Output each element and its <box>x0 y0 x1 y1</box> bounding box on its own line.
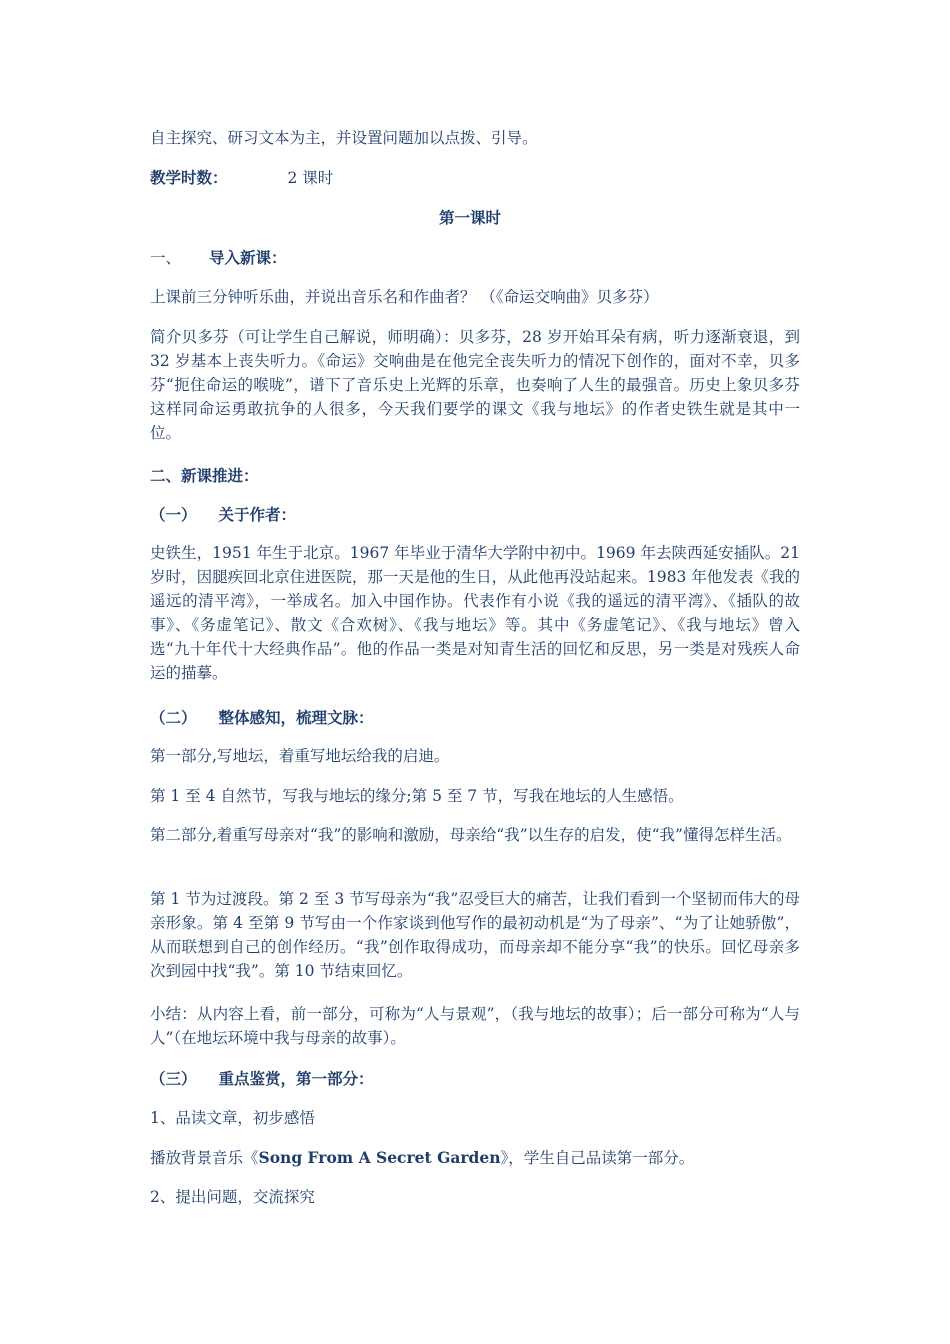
music-line-prefix: 播放背景音乐《 <box>150 1149 259 1167</box>
teaching-hours-line <box>150 166 800 190</box>
music-title: Song From A Secret Garden <box>258 1148 501 1167</box>
teaching-hours-label: 教学时数： <box>150 168 228 187</box>
section-1-heading <box>150 246 800 270</box>
subsection-2-number: （二） <box>150 708 197 727</box>
music-line-suffix: 》，学生自己品读第一部分。 <box>500 1149 695 1167</box>
section-1-title: 导入新课： <box>209 248 287 267</box>
subsection-3-heading <box>150 1067 800 1091</box>
subsection-1-heading <box>150 503 800 527</box>
section-2-heading: 二、新课推进： <box>150 466 259 485</box>
subsection-3-number: （三） <box>150 1069 197 1088</box>
subsection-1-title: 关于作者： <box>218 505 297 524</box>
part-1-line: 第一部分,写地坛，着重写地坛给我的启迪。 <box>150 747 450 765</box>
part-2-paragraph: 第二部分,着重写母亲对“我”的影响和激励，母亲给“我”以生存的启发，使“我”懂得怎样生活。 <box>150 826 792 844</box>
lesson-title: 第一课时 <box>438 208 501 227</box>
subsection-1-number: （一） <box>150 505 197 524</box>
step-1-line: 1、品读文章，初步感悟 <box>150 1109 315 1127</box>
background-music-line <box>150 1146 800 1170</box>
subsection-2-heading <box>150 706 800 730</box>
part-2-detail-paragraph: 第 1 节为过渡段。第 2 至 3 节写母亲为“我”忍受巨大的痛苦，让我们看到一个坚韧而伟大的母亲形象。第 4 至第 9 节写由一个作家谈到他写作的最初动机是“为了母亲”、“为了让她骄傲”，从而联想到自己的创作经历。“我”创作取得成功，而母亲却不能分享“我”的快乐。回忆母亲多次到园中找“我”。第 10 节结束回忆。 <box>150 890 800 980</box>
intro-question: 上课前三分钟听乐曲，并说出音乐名和作曲者？ （《命运交响曲》贝多芬） <box>150 288 659 306</box>
intro-beethoven-paragraph: 简介贝多芬（可让学生自己解说，师明确）：贝多芬，28 岁开始耳朵有病，听力逐渐衰退，到 32 岁基本上丧失听力。《命运》交响曲是在他完全丧失听力的情况下创作的，面对不幸，贝多芬“扼住命运的喉咙”，谱下了音乐史上光辉的乐章，也奏响了人生的最强音。历史上象贝多芬这样同命运勇敢抗争的人很多，今天我们要学的课文《我与地坛》的作者史铁生就是其中一位。 <box>150 328 800 442</box>
author-bio-paragraph: 史铁生，1951 年生于北京。1967 年毕业于清华大学附中初中。1969 年去陕西延安插队。21 岁时，因腿疾回北京住进医院，那一天是他的生日，从此他再没站起来。1983 年他发表《我的遥远的清平湾》，一举成名。加入中国作协。代表作有小说《我的遥远的清平湾》、《插队的故事》、《务虚笔记》、散文《合欢树》、《我与地坛》等。其中《务虚笔记》、《我与地坛》曾入选“九十年代十大经典作品”。他的作品一类是对知青生活的回忆和反思，另一类是对残疾人命运的描摹。 <box>150 544 800 682</box>
subsection-2-title: 整体感知，梳理文脉： <box>218 708 374 727</box>
summary-paragraph: 小结：从内容上看，前一部分，可称为“人与景观”，（我与地坛的故事）；后一部分可称为“人与人”（在地坛环境中我与母亲的故事）。 <box>150 1005 800 1047</box>
part-1-detail: 第 1 至 4 自然节，写我与地坛的缘分;第 5 至 7 节，写我在地坛的人生感悟。 <box>150 787 684 805</box>
section-1-number: 一、 <box>150 249 182 267</box>
subsection-3-title: 重点鉴赏，第一部分： <box>218 1069 374 1088</box>
teaching-hours-value: 2 课时 <box>287 169 334 187</box>
step-2-line: 2、提出问题，交流探究 <box>150 1188 315 1206</box>
teaching-method-line: 自主探究、研习文本为主，并设置问题加以点拨、引导。 <box>150 129 538 147</box>
